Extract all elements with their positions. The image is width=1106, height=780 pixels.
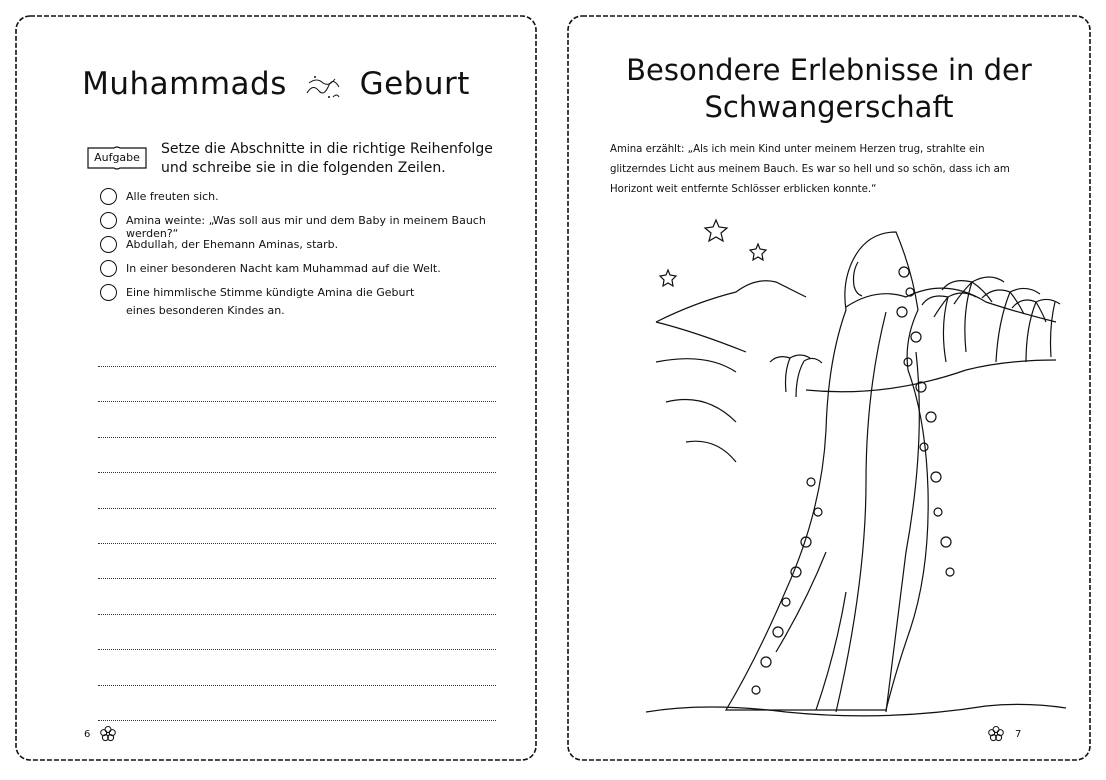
list-item — [98, 188, 518, 212]
mountain-range — [656, 281, 1056, 322]
dotted-writing-line[interactable] — [98, 720, 496, 721]
dotted-writing-line[interactable] — [98, 649, 496, 650]
page-title — [564, 52, 1094, 126]
task-line-1: Setze die Abschnitte in die richtige Reihenfolge — [161, 141, 493, 157]
list-item — [98, 236, 518, 260]
task-label-badge — [87, 145, 147, 171]
list-item — [98, 212, 518, 240]
left-page — [12, 12, 540, 764]
veiled-woman-figure — [726, 232, 928, 712]
ordering-list — [98, 188, 518, 324]
order-number-circle[interactable] — [100, 284, 117, 301]
coloring-illustration — [646, 212, 1066, 732]
order-number-circle[interactable] — [100, 212, 117, 229]
page-number: 6 — [84, 729, 91, 740]
list-item-text: Eine himmlische Stimme kündigte Amina die Geburt — [126, 286, 415, 299]
list-item — [98, 260, 518, 284]
dotted-writing-line[interactable] — [98, 578, 496, 579]
honorific-calligraphy-icon — [303, 71, 343, 101]
dotted-writing-line[interactable] — [98, 508, 496, 509]
page-title — [12, 66, 540, 102]
task-label-text: Aufgabe — [94, 151, 140, 164]
story-line-1: Amina erzählt: „Als ich mein Kind unter meinem Herzen trug, strahlte ein — [610, 144, 985, 155]
order-number-circle[interactable] — [100, 236, 117, 253]
title-line-1: Besondere Erlebnisse in der — [626, 53, 1032, 87]
dotted-writing-line[interactable] — [98, 614, 496, 615]
star-icon — [705, 220, 727, 241]
dotted-writing-line[interactable] — [98, 543, 496, 544]
dotted-writing-line[interactable] — [98, 366, 496, 367]
star-icon — [660, 270, 676, 286]
story-line-2: glitzerndes Licht aus meinem Bauch. Es war so hell und so schön, dass ich am — [610, 164, 1010, 175]
order-number-circle[interactable] — [100, 188, 117, 205]
dotted-writing-line[interactable] — [98, 437, 496, 438]
list-item — [98, 284, 518, 324]
task-line-2: und schreibe sie in die folgenden Zeilen. — [161, 160, 446, 176]
writing-lines[interactable] — [98, 366, 496, 755]
flower-icon — [987, 725, 1005, 743]
story-text — [610, 140, 1030, 200]
order-number-circle[interactable] — [100, 260, 117, 277]
list-item-text: Alle freuten sich. — [126, 190, 219, 203]
list-item-text-continued: eines besonderen Kindes an. — [126, 304, 285, 317]
task-instruction — [161, 140, 521, 178]
star-icon — [750, 244, 766, 260]
list-item-text: In einer besonderen Nacht kam Muhammad auf die Welt. — [126, 262, 441, 275]
title-word-2: Geburt — [359, 66, 470, 102]
title-line-2: Schwangerschaft — [704, 90, 954, 124]
dotted-writing-line[interactable] — [98, 401, 496, 402]
right-page — [564, 12, 1094, 764]
story-line-3: Horizont weit entfernte Schlösser erblicken konnte.“ — [610, 184, 877, 195]
dotted-writing-line[interactable] — [98, 685, 496, 686]
list-item-text: Amina weinte: „Was soll aus mir und dem Baby in meinem Bauch werden?“ — [126, 214, 486, 240]
flower-icon — [99, 725, 117, 743]
dotted-writing-line[interactable] — [98, 472, 496, 473]
list-item-text: Abdullah, der Ehemann Aminas, starb. — [126, 238, 339, 251]
page-number: 7 — [1015, 729, 1022, 740]
title-word-1: Muhammads — [82, 66, 287, 102]
